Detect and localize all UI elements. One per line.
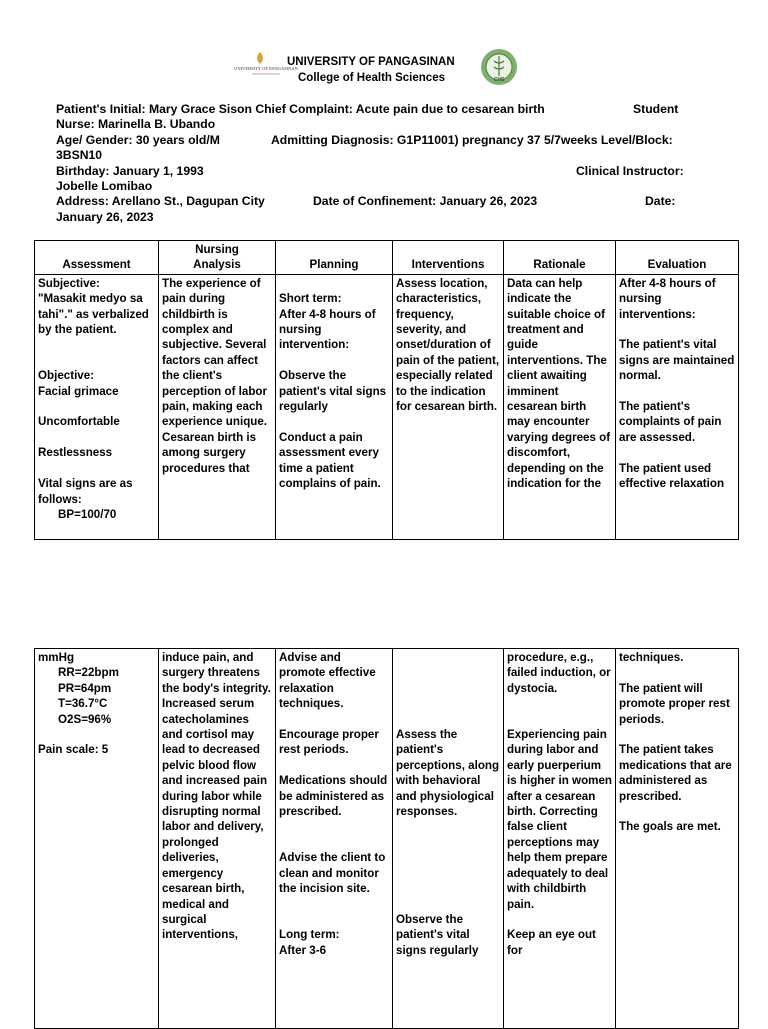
university-logo-icon — [234, 50, 298, 84]
header-nursing-analysis: Nursing Analysis — [159, 241, 276, 275]
clinical-instructor: Jobelle Lomibao — [56, 178, 153, 193]
bp-value: BP=100/70 — [58, 507, 117, 521]
date-label: Date: — [645, 194, 676, 209]
level-block: 3BSN10 — [56, 148, 103, 163]
header-planning: Planning — [276, 241, 393, 275]
admitting-diagnosis: Admitting Diagnosis: G1P11001) pregnancy 37 5/7weeks Level/Block: — [271, 132, 673, 147]
header-interventions: Interventions — [393, 241, 504, 275]
rationale-cell: Data can help indicate the suitable choice of treatment and guide interventions. The client awaiting imminent cesarean birth may encounter varying degrees of discomfort, depending on the indication for the — [504, 274, 616, 539]
svg-text:CHS: CHS — [493, 77, 505, 83]
header-evaluation: Evaluation — [616, 241, 739, 275]
chs-seal-icon — [480, 48, 518, 86]
date-of-confinement: Date of Confinement: January 26, 2023 — [313, 194, 538, 209]
rationale-cell-cont: procedure, e.g., failed induction, or dystocia. Experiencing pain during labor and early puerperium is higher in women after a cesarean birth. Correcting false client perceptions may help them prepare adequately to deal with childbirth pain. Keep an eye out for — [504, 649, 616, 1029]
bp-unit: mmHg — [38, 651, 75, 664]
birthday: Birthday: January 1, 1993 — [56, 163, 204, 178]
age-gender: Age/ Gender: 30 years old/M — [56, 132, 220, 147]
evaluation-cell: After 4-8 hours of nursing interventions: The patient's vital signs are maintained normal. The patient's complaints of pain are assessed. The patient used effective relaxation — [616, 274, 739, 539]
pain-scale: Pain scale: 5 — [38, 743, 109, 757]
planning-cell-cont: Advise and promote effective relaxation techniques. Encourage proper rest periods. Medications should be administered as prescribed. Advise the client to clean and monitor the incision site. Long term: After 3-6 — [276, 649, 393, 1029]
interventions-cell: Assess location, characteristics, frequency, severity, and onset/duration of pain of the patient, especially related to the indication for cesarean birth. — [393, 274, 504, 539]
analysis-cell: The experience of pain during childbirth is complex and subjective. Several factors can affect the client's perception of labor pain, making each experience unique. Cesarean birth is among surgery procedures that — [159, 274, 276, 539]
clinical-instructor-label: Clinical Instructor: — [576, 163, 684, 178]
student-label: Student — [633, 102, 679, 116]
address: Address: Arellano St., Dagupan City — [56, 194, 265, 209]
interventions-cell-cont: Assess the patient's perceptions, along with behavioral and physiological responses. Observe the patient's vital signs regularly — [393, 649, 504, 1029]
svg-text:UNIVERSITY OF PANGASINAN: UNIVERSITY OF PANGASINAN — [234, 66, 298, 71]
assessment-cell-cont — [35, 649, 159, 1029]
vital-signs-list: RR=22bpm PR=64pm T=36.7°C O2S=96% — [58, 666, 119, 726]
patient-info-block — [56, 102, 736, 225]
care-plan-table-page2 — [34, 648, 740, 1028]
patient-initial-line: Patient's Initial: Mary Grace Sison Chief Complaint: Acute pain due to cesarean birth — [56, 102, 545, 116]
analysis-cell-cont: induce pain, and surgery threatens the body's integrity. Increased serum catecholamines and cortisol may lead to decreased pelvic blood flow and increased pain during labor while disrupting normal labor and delivery, prolonged deliveries, emergency cesarean birth, medical and surgical interventions, — [159, 649, 276, 1029]
university-name: UNIVERSITY OF PANGASINAN — [287, 56, 455, 68]
college-name: College of Health Sciences — [298, 72, 445, 84]
assessment-cell — [35, 274, 159, 539]
date-value: January 26, 2023 — [56, 209, 154, 224]
planning-cell: Short term: After 4-8 hours of nursing intervention: Observe the patient's vital signs regularly Conduct a pain assessment every time a patient complains of pain. — [276, 274, 393, 539]
header-rationale: Rationale — [504, 241, 616, 275]
student-nurse: Nurse: Marinella B. Ubando — [56, 117, 216, 132]
evaluation-cell-cont: techniques. The patient will promote proper rest periods. The patient takes medications that are administered as prescribed. The goals are met. — [616, 649, 739, 1029]
assessment-text: Subjective: "Masakit medyo sa tahi"." as verbalized by the patient. Objective: Facial grimace Uncomfortable Restlessness Vital signs are as follows: — [38, 276, 149, 506]
care-plan-table-page1 — [34, 240, 740, 536]
header-assessment: Assessment — [35, 241, 159, 275]
